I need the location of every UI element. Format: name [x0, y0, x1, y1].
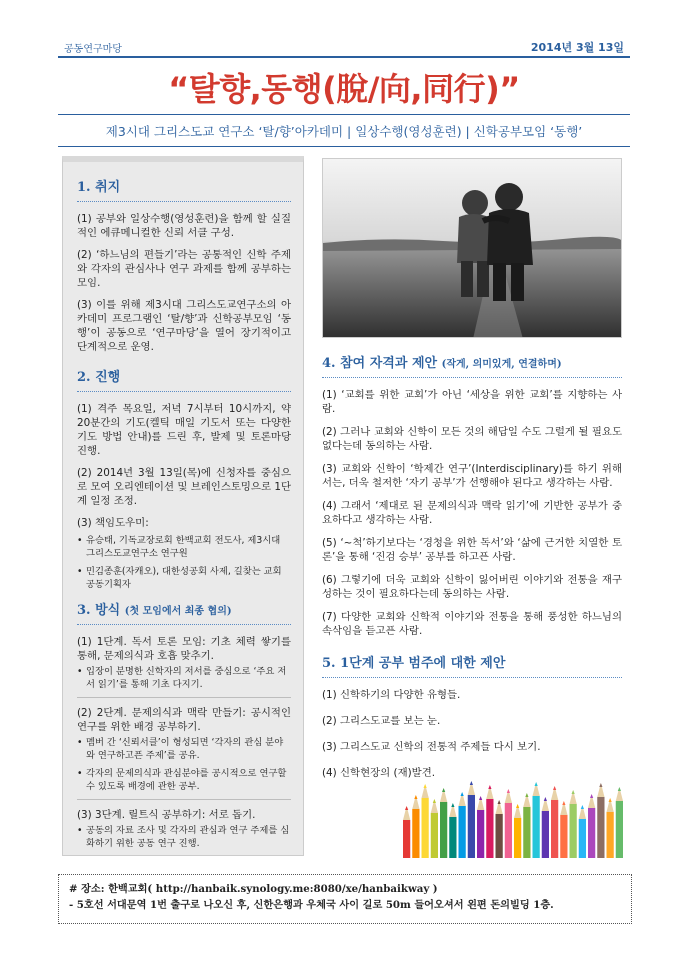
list-item: • 입장이 분명한 신학자의 저서를 중심으로 ‘주요 저서 읽기’를 통해 기초 다지기.	[77, 665, 291, 691]
pencil	[533, 782, 540, 858]
divider	[77, 697, 291, 698]
dotted-divider	[77, 201, 291, 202]
pencil	[412, 795, 419, 858]
progress-paragraph: (3) 책임도우미:	[77, 517, 149, 529]
colored-pencils-graphic	[402, 766, 624, 858]
list-item: • 멤버 간 ‘신뢰서클’이 형성되면 ‘각자의 관심 분야와 연구하고픈 주제’를 공유.	[77, 736, 291, 762]
pencil	[523, 793, 530, 858]
pencil	[514, 804, 521, 858]
eligibility-paragraph: (3) 교회와 신학이 ‘학제간 연구’(Interdisciplinary)를 하기 위해서는, 더욱 철저한 ‘자기 공부’가 선행해야 된다고 생각하는 사람.	[322, 463, 622, 489]
pencil	[597, 783, 604, 858]
page-subtitle: 제3시대 그리스도교 연구소 ‘탈/향’아카데미 | 일상수행(영성훈련) | 신학공부모임 ‘동행’	[105, 124, 583, 139]
eligibility-paragraph: (5) ‘~척’하기보다는 ‘경청을 위한 독서’와 ‘삶에 근거한 치열한 토론’을 통해 ‘진검 승부’ 공부를 하고픈 사람.	[322, 537, 622, 563]
section-title-eligibility	[322, 352, 622, 371]
method-step-bullets	[77, 665, 291, 691]
page-title: “탈향,동행(脫/向,同行)”	[168, 70, 520, 108]
method-step: (2) 2단계. 문제의식과 맥락 만들기: 공시적인 연구를 위한 배경 공부하기.	[77, 707, 291, 733]
progress-paragraph: (1) 격주 목요일, 저녁 7시부터 10시까지, 약 20분간의 기도(켈틱 매일 기도서 또는 다양한 기도 방법 안내)를 드린 후, 발제 및 토론마당 진행.	[77, 403, 291, 457]
divider	[77, 799, 291, 800]
section-title-text: 4. 참여 자격과 제안	[322, 356, 438, 371]
purpose-paragraph: (1) 공부와 일상수행(영성훈련)을 함께 할 실질적인 에큐메니컬한 신뢰 서클 구성.	[77, 213, 291, 239]
pencil	[403, 806, 410, 858]
section-title-progress: 2. 진행	[77, 370, 121, 385]
pencil	[560, 801, 567, 858]
eligibility-paragraph: (2) 그러나 교회와 신학이 모든 것의 해답일 수도 그럴게 될 필요도 없다는데 동의하는 사람.	[322, 426, 622, 452]
dotted-divider	[322, 677, 622, 678]
pencil	[440, 788, 447, 858]
section-title-note: (첫 모임에서 최종 협의)	[124, 606, 232, 617]
pencil	[570, 790, 577, 858]
header-bar	[58, 36, 630, 58]
pencil	[468, 781, 475, 858]
pencil	[607, 798, 614, 858]
pencil	[579, 805, 586, 858]
purpose-paragraph: (3) 이를 위해 제3시대 그리스도교연구소의 아카데미 프로그램인 ‘탈/향’과 신학공부모임 ‘동행’이 공동으로 ‘연구마당’을 열어 장기적이고 단계적으로 운영.	[77, 299, 291, 353]
list-item: • 공동의 자료 조사 및 각자의 관심과 연구 주제를 심화하기 위한 공동 연구 진행.	[77, 824, 291, 850]
purpose-paragraph: (2) ‘하느님의 편들기’라는 공통적인 신학 주제와 각자의 관심사나 연구 과제를 함께 공부하는 모임.	[77, 249, 291, 289]
method-step-bullets	[77, 736, 291, 793]
location-address: # 장소: 한백교회( http://hanbaik.synology.me:8080/xe/hanbaikway )	[69, 883, 438, 895]
section-title-study-scope: 5. 1단계 공부 범주에 대한 제안	[322, 656, 506, 671]
dotted-divider	[77, 391, 291, 392]
progress-paragraph: (2) 2014년 3월 13일(목)에 신청자를 중심으로 모여 오리엔테이션 및 브레인스토밍으로 1단계 일정 조정.	[77, 467, 291, 507]
pencil	[486, 785, 493, 858]
section-title-purpose: 1. 취지	[77, 180, 121, 195]
pencil	[449, 803, 456, 858]
method-step: (3) 3단계. 릴트식 공부하기: 서로 돕기.	[77, 809, 256, 821]
photo-two-children-walking	[322, 158, 622, 338]
divider	[58, 114, 630, 115]
pencil	[588, 794, 595, 858]
eligibility-paragraph: (7) 다양한 교회와 신학적 이야기와 전통을 통해 풍성한 하느님의 속삭임을 듣고픈 사람.	[322, 611, 622, 637]
organizer-list	[77, 534, 291, 591]
children-photo-image	[323, 159, 622, 338]
pencil	[422, 784, 429, 858]
scope-item: (4) 신학현장의 (재)발견.	[322, 767, 436, 779]
scope-item: (3) 그리스도교 신학의 전통적 주제들 다시 보기.	[322, 741, 541, 753]
eligibility-paragraph: (1) ‘교회를 위한 교회’가 아닌 ‘세상을 위한 교회’를 지향하는 사람.	[322, 389, 622, 415]
pencil	[459, 792, 466, 858]
list-item: • 각자의 문제의식과 관심분야를 공시적으로 연구할 수 있도록 배경에 관한 공부.	[77, 767, 291, 793]
list-item: • 민김종훈(자캐오), 대한성공회 사제, 길찾는 교회 공동기획자	[77, 565, 291, 591]
scope-item: (1) 신학하기의 다양한 유형들.	[322, 689, 461, 701]
pencil	[542, 797, 549, 858]
section-title-note: (작게, 의미있게, 연결하며)	[441, 359, 562, 370]
section-title-text: 3. 방식	[77, 603, 121, 618]
method-step: (1) 1단계. 독서 토론 모임: 기초 체력 쌓기를 통해, 문제의식과 호흡 맞추기.	[77, 636, 291, 662]
scope-item: (2) 그리스도교를 보는 눈.	[322, 715, 441, 727]
dotted-divider	[322, 377, 622, 378]
left-sidebar	[62, 156, 304, 856]
pencil	[431, 799, 438, 858]
pencil	[551, 786, 558, 858]
pencil	[505, 789, 512, 858]
pencil	[496, 800, 503, 858]
right-column	[322, 352, 622, 792]
eligibility-paragraph: (6) 그렇기에 더욱 교회와 신학이 잃어버린 이야기와 전통을 재구성하는 것이 필요하다는데 동의하는 사람.	[322, 574, 622, 600]
dotted-divider	[77, 624, 291, 625]
location-directions: - 5호선 서대문역 1번 출구로 나오신 후, 신한은행과 우체국 사이 길로 50m 들어오셔서 왼편 돈의빌딩 1층.	[69, 899, 554, 911]
pencil	[477, 796, 484, 858]
list-item: • 유승태, 기독교장로회 한백교회 전도사, 제3시대 그리스도교연구소 연구원	[77, 534, 291, 560]
method-step-bullets	[77, 824, 291, 850]
eligibility-paragraph: (4) 그래서 ‘제대로 된 문제의식과 맥락 읽기’에 기반한 공부가 중요하다고 생각하는 사람.	[322, 500, 622, 526]
location-box	[58, 874, 632, 924]
divider	[58, 146, 630, 147]
pencil	[616, 787, 623, 858]
header-date: 2014년 3월 13일	[530, 41, 624, 54]
colored-pencils-image	[402, 766, 624, 858]
header-label: 공동연구마당	[64, 44, 122, 55]
section-title-method	[77, 599, 291, 618]
